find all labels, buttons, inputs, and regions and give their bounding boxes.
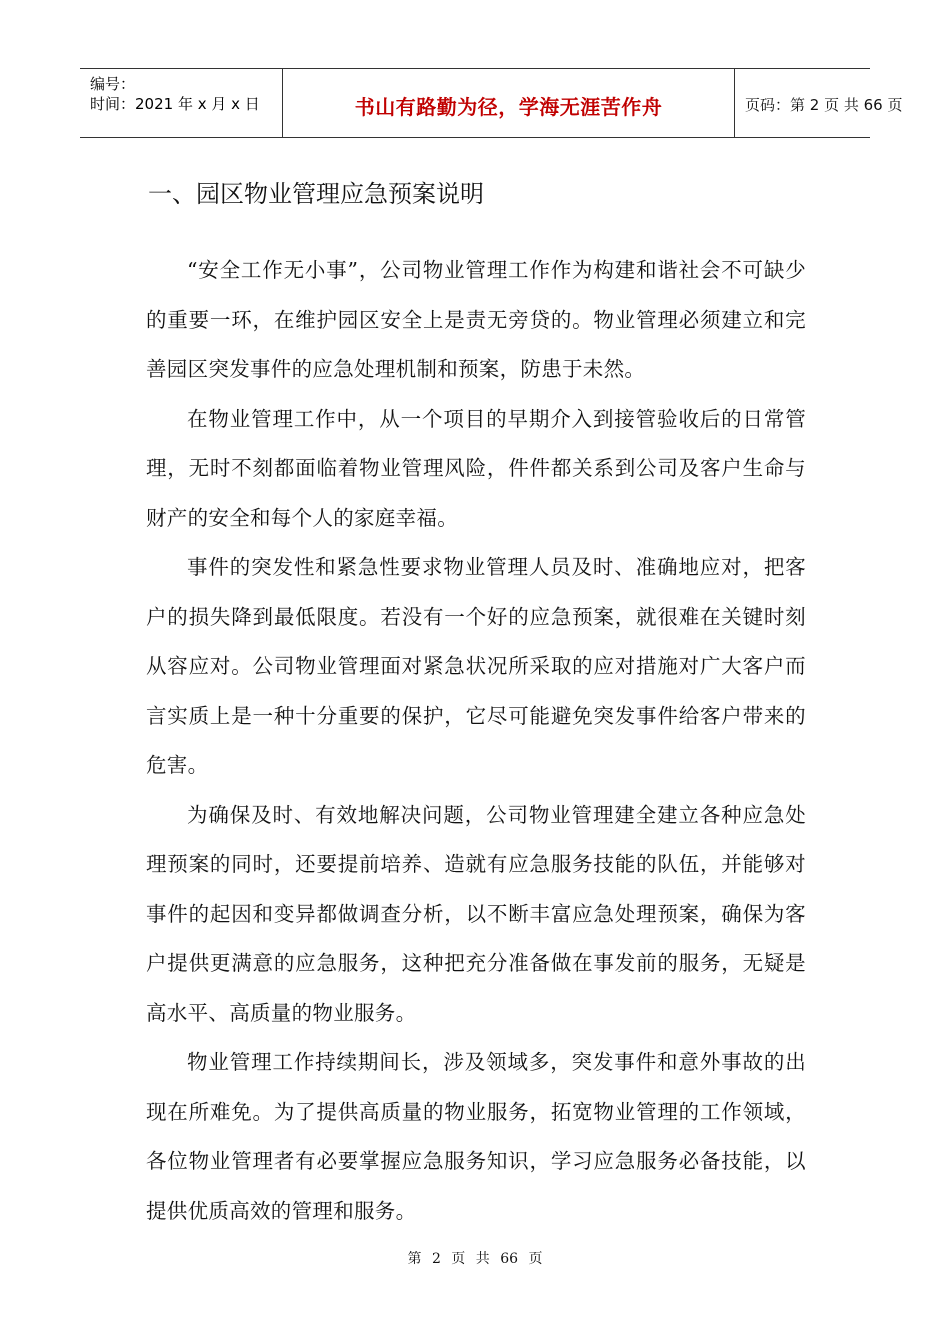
document-time-label: 时间：2021 年 x 月 x 日 (90, 95, 260, 113)
paragraph-1: “安全工作无小事”，公司物业管理工作作为构建和谐社会不可缺少的重要一环，在维护园区安全上是责无旁贷的。物业管理必须建立和完善园区突发事件的应急处理机制和预案，防患于未然。 (146, 258, 806, 381)
header-page-code: 页码：第 2 页 共 66 页 (745, 96, 903, 114)
header-page-cell (735, 69, 903, 137)
paragraph-3: 事件的突发性和紧急性要求物业管理人员及时、准确地应对，把客户的损失降到最低限度。若没有一个好的应急预案，就很难在关键时刻从容应对。公司物业管理面对紧急状况所采取的应对措施对广大客户而言实质上是一种十分重要的保护，它尽可能避免突发事件给客户带来的危害。 (146, 555, 806, 777)
header-motto: 书山有路勤为径，学海无涯苦作舟 (354, 95, 663, 119)
header-table (80, 68, 903, 138)
paragraph-4: 为确保及时、有效地解决问题，公司物业管理建全建立各种应急处理预案的同时，还要提前培养、造就有应急服务技能的队伍，并能够对事件的起因和变异都做调查分析，以不断丰富应急处理预案，确保为客户提供更满意的应急服务，这种把充分准备做在事发前的服务，无疑是高水平、高质量的物业服务。 (146, 802, 806, 1025)
paragraph-2: 在物业管理工作中，从一个项目的早期介入到接管验收后的日常管理，无时不刻都面临着物业管理风险，件件都关系到公司及客户生命与财产的安全和每个人的家庭幸福。 (146, 406, 806, 530)
document-body (146, 246, 806, 1236)
header-left-cell (80, 69, 283, 137)
section-title: 一、园区物业管理应急预案说明 (148, 180, 484, 208)
header-motto-cell (283, 69, 735, 137)
paragraph-5: 物业管理工作持续期间长，涉及领域多，突发事件和意外事故的出现在所难免。为了提供高质量的物业服务，拓宽物业管理的工作领域，各位物业管理者有必要掌握应急服务知识，学习应急服务必备技能，以提供优质高效的管理和服务。 (146, 1050, 806, 1223)
document-number-label: 编号： (90, 75, 136, 93)
page-footer: 第 2 页 共 66 页 (407, 1251, 543, 1267)
